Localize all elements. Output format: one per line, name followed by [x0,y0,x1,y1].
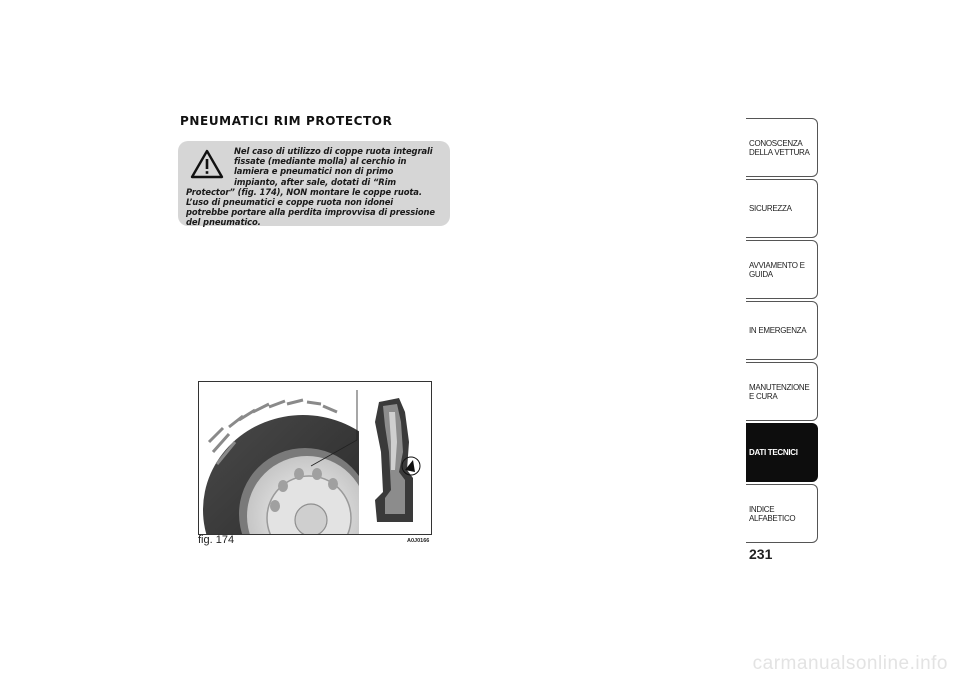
tab-label: AVVIAMENTO E GUIDA [749,260,805,279]
tab-indice-alfabetico[interactable] [746,484,818,543]
tab-sicurezza[interactable] [746,179,818,238]
tab-manutenzione-e-cura[interactable] [746,362,818,421]
warning-triangle-icon [190,149,224,179]
tire-wheel-drawing [199,382,431,534]
tire-illustration [198,381,432,535]
figure-caption: fig. 174 [198,534,235,546]
watermark: carmanualsonline.info [752,653,948,674]
section-title: PNEUMATICI RIM PROTECTOR [180,114,393,128]
page-number: 231 [749,546,773,562]
tab-label: CONOSCENZA DELLA VETTURA [749,138,810,157]
tire-section-detail [375,398,413,522]
tab-label: DATI TECNICI [749,448,798,457]
warning-text: Nel caso di utilizzo di coppe ruota integrali fissate (mediante molla) al cerchio in lamiera e pneumatici non di primo impianto, after sale, dotati di “Rim Protector” (fig. 174), NON montare le coppe ruota. L’uso di pneumatici e coppe ruota non idonei potrebbe portare alla perdita improvvisa di pressione del pneumatico. [186,146,435,228]
figure-code: A0J0166 [407,538,430,544]
tab-conoscenza-della-vettura[interactable] [746,118,818,177]
chapter-tabs [746,118,818,545]
tab-in-emergenza[interactable] [746,301,818,360]
tab-label: SICUREZZA [749,204,792,213]
tab-label: MANUTENZIONE E CURA [749,382,810,401]
tab-avviamento-e-guida[interactable] [746,240,818,299]
tab-dati-tecnici[interactable] [746,423,818,482]
tab-label: INDICE ALFABETICO [749,504,796,523]
tab-label: IN EMERGENZA [749,326,807,335]
warning-box [178,141,450,226]
